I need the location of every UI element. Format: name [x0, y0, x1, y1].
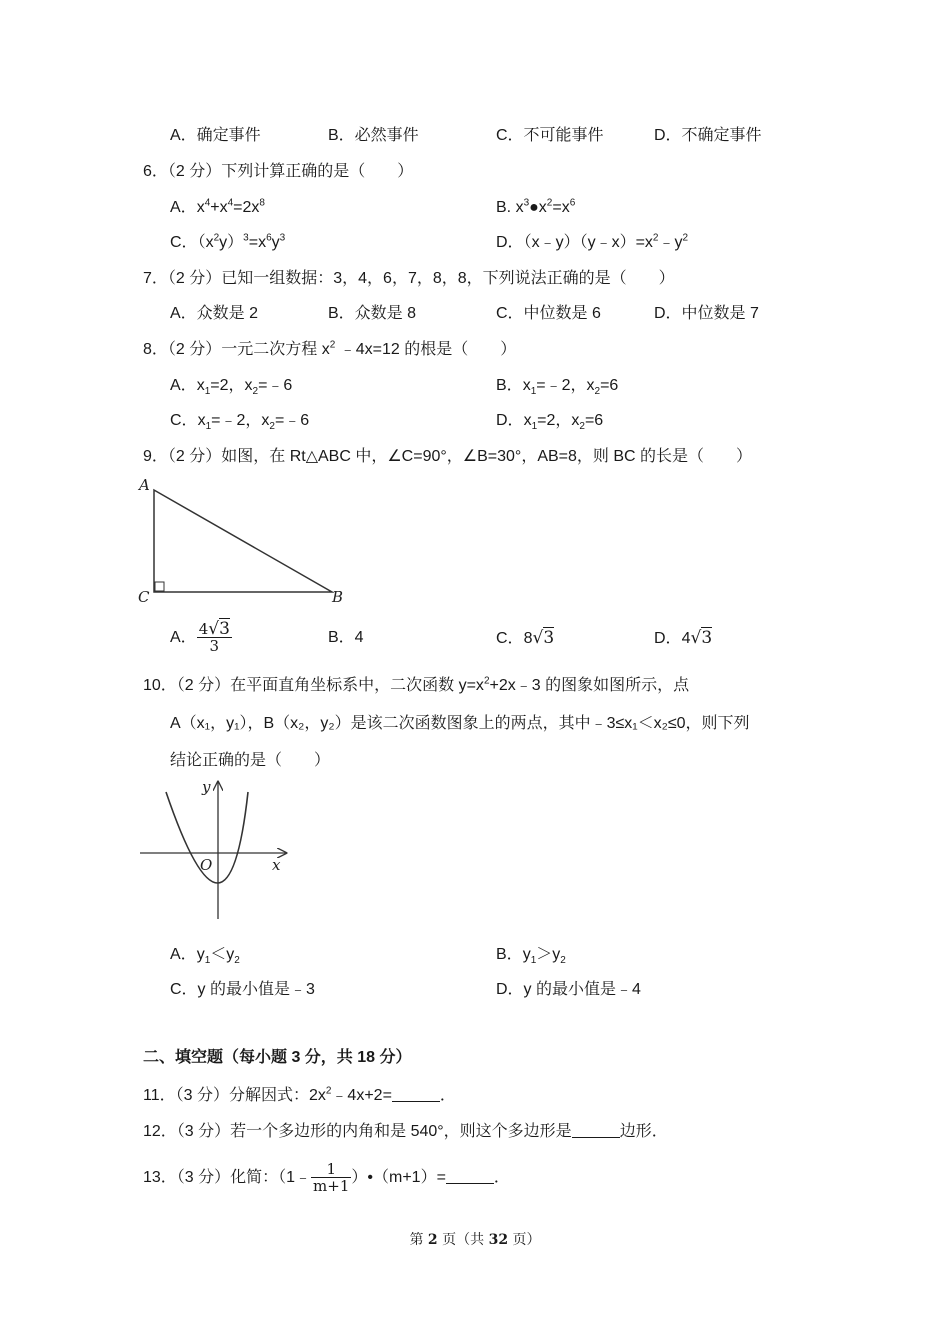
- q9-option-d: D．4√3: [654, 628, 713, 648]
- q8-option-a: A．$x_1=2$，$x_2=﹣6$: [170, 377, 293, 398]
- q6-stem: 6．（2 分）下列计算正确的是（ ）: [143, 163, 414, 180]
- axis-label-y: y: [202, 778, 211, 796]
- q9-option-b: B．4: [328, 629, 364, 646]
- q10-option-c: C．y 的最小值是﹣3: [170, 981, 315, 998]
- q5-option-b: B．必然事件: [328, 127, 419, 144]
- answer-blank[interactable]: [446, 1167, 494, 1184]
- q12-stem: 12．（3 分）若一个多边形的内角和是 540°，则这个多边形是 边形．: [143, 1123, 668, 1140]
- vertex-label-c: C: [138, 588, 150, 606]
- q13-stem: 13．（3 分）化简：（1﹣ $\frac{1}{m+1}$ ）•（m+1）= ．: [143, 1160, 510, 1196]
- q9-stem: 9．（2 分）如图，在 Rt△ABC 中，∠C=90°，∠B=30°，AB=8，则 BC 的长是（ ）: [143, 448, 753, 465]
- answer-blank[interactable]: [572, 1121, 620, 1138]
- q7-stem: 7．（2 分）已知一组数据：3，4，6，7，8，8，下列说法正确的是（ ）: [143, 270, 675, 287]
- q10-stem-line1: 10．（2 分）在平面直角坐标系中，二次函数 $y=x^2+2x﹣3$ 的图象如图所示，点: [143, 675, 690, 694]
- q6-option-d: D．$(x﹣y)(y﹣x)=x^2﹣y^2$: [496, 232, 689, 251]
- q6-option-a: A．$x^4+x^4=2x^8$: [170, 197, 265, 216]
- answer-blank[interactable]: [392, 1085, 440, 1102]
- q10-parabola-figure: [136, 774, 296, 922]
- q9-option-c: C．8√3: [496, 628, 555, 648]
- fraction: $\frac{4√3}{3}$: [198, 619, 230, 656]
- q10-option-b: B．$y_1>y_2$: [496, 946, 566, 967]
- section-title: 二、填空题（每小题 3 分，共 18 分）: [143, 1049, 412, 1066]
- q7-option-d: D．中位数是 7: [654, 305, 759, 322]
- axis-label-x: x: [272, 856, 281, 874]
- q6-option-c: C．$(x^2y)^3=x^6y^3$: [170, 232, 286, 251]
- q7-option-a: A．众数是 2: [170, 305, 259, 322]
- q6-option-b: B. $x^3●x^2=x^6$: [496, 197, 576, 216]
- q8-option-b: B．$x_1=﹣2$，$x_2=6$: [496, 377, 619, 398]
- q10-option-d: D．y 的最小值是﹣4: [496, 981, 641, 998]
- vertex-label-b: B: [332, 588, 344, 606]
- q5-option-a: A．确定事件: [170, 127, 261, 144]
- q8-stem: 8．（2 分）一元二次方程 $x^2$ ﹣4x=12 的根是（ ）: [143, 339, 517, 358]
- q9-option-a: A． $\frac{4√3}{3}$: [170, 619, 230, 656]
- vertex-label-a: A: [139, 476, 150, 494]
- q10-stem-line3: 结论正确的是（ ）: [170, 752, 331, 769]
- q10-stem-line2: A（x₁，y₁），B（x₂，y₂）是该二次函数图象上的两点，其中﹣3≤x₁＜x₂≤0，则下列: [170, 715, 750, 732]
- q5-option-c: C．不可能事件: [496, 127, 604, 144]
- q5-option-d: D．不确定事件: [654, 127, 762, 144]
- q11-stem: 11．（3 分）分解因式：$2x^2﹣4x+2=$ ．: [143, 1085, 456, 1104]
- q10-option-a: A．$y_1<y_2$: [170, 946, 240, 967]
- fraction: $\frac{1}{m+1}$: [313, 1160, 350, 1196]
- q8-option-c: C．$x_1=﹣2$，$x_2=﹣6$: [170, 412, 310, 433]
- q7-option-c: C．中位数是 6: [496, 305, 601, 322]
- origin-label: O: [200, 856, 213, 874]
- q9-triangle-figure: [136, 474, 356, 608]
- q7-option-b: B．众数是 8: [328, 305, 417, 322]
- q8-option-d: D．$x_1=2$，$x_2=6$: [496, 412, 604, 433]
- page-footer: 第 2 页（共 32 页）: [409, 1232, 541, 1248]
